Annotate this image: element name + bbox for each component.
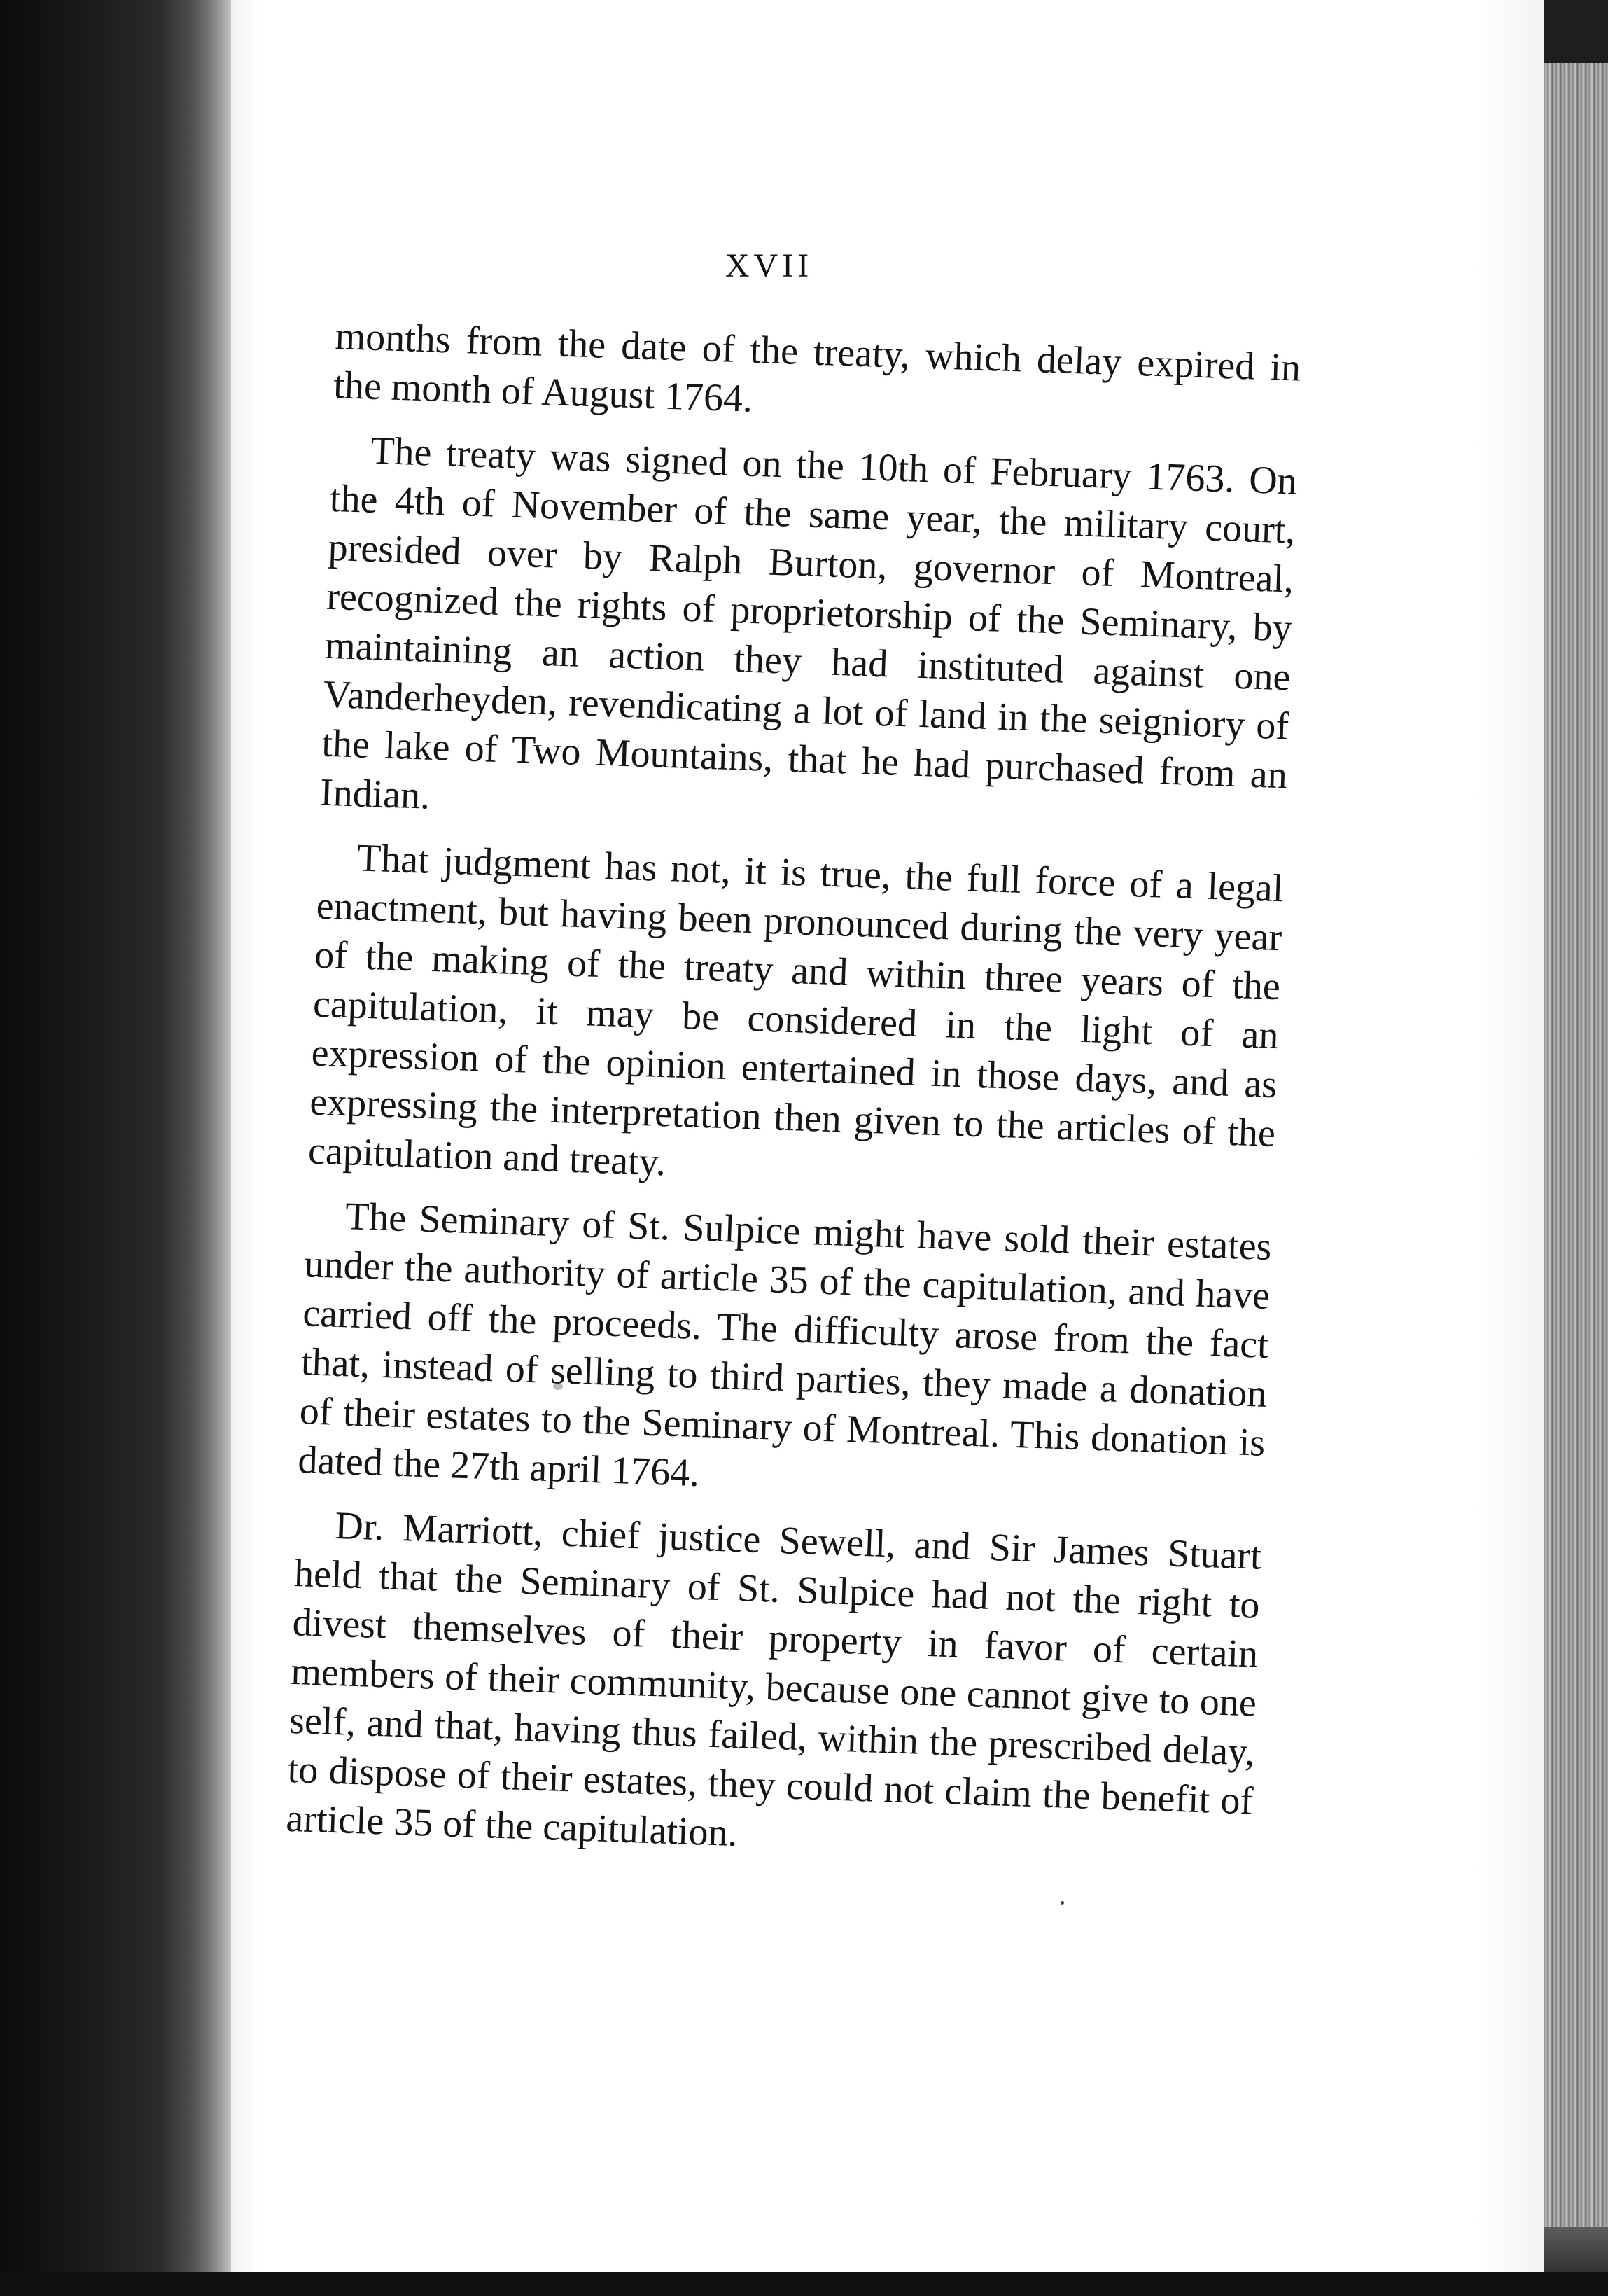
book-binding-gutter [0, 0, 242, 2296]
page-stack-edge [1544, 0, 1608, 2296]
page-stack-edge-top [1544, 0, 1608, 63]
paragraph-continued: months from the date of the treaty, which delay expired in the month of August 1764. [333, 314, 1302, 421]
page-number-header: XVII [725, 247, 813, 284]
paragraph: The Seminary of St. Sulpice might have sold their estates under the authority of article 35 of the capitulation, and have carried off the proceeds. The difficulty arose from the fact that, instead of selling to third parties, they made a donation of their estates to the Seminary of Montreal. This donation is dated the 27th april 1764. [297, 1195, 1273, 1496]
paragraph: The treaty was signed on the 10th of February 1763. On the 4th of November of the same year, the military court, presided over by Ralph Burton, governor of Montreal, recognized the rights of proprietorship of the Seminary, by maintaining an action they had instituted against one Vanderheyden, revendicating a lot of land in the seigniory of the lake of Two Mountains, that he had purchased from an Indian. [319, 429, 1298, 818]
print-speck [1061, 1901, 1064, 1905]
paragraph: Dr. Marriott, chief justice Sewell, and Sir James Stuart held that the Seminary of St. Sulpice had not the right to divest themselves of their property in favor of certain members of their community, because one cannot give to one self, and that, having thus failed, within the prescribed delay, to dispose of their estates, they could not claim the benefit of article 35 of the capitulation. [285, 1503, 1262, 1856]
body-text [285, 312, 1302, 1891]
scan-bottom-border [0, 2272, 1608, 2296]
paragraph: That judgment has not, it is true, the full force of a legal enactment, but having been pronounced during the very year of the making of the treaty and within three years of the capitulation, it may be considered in the light of an expression of the opinion entertained in those days, and as expressing the interpretation then given to the articles of the capitulation and treaty. [307, 836, 1285, 1185]
